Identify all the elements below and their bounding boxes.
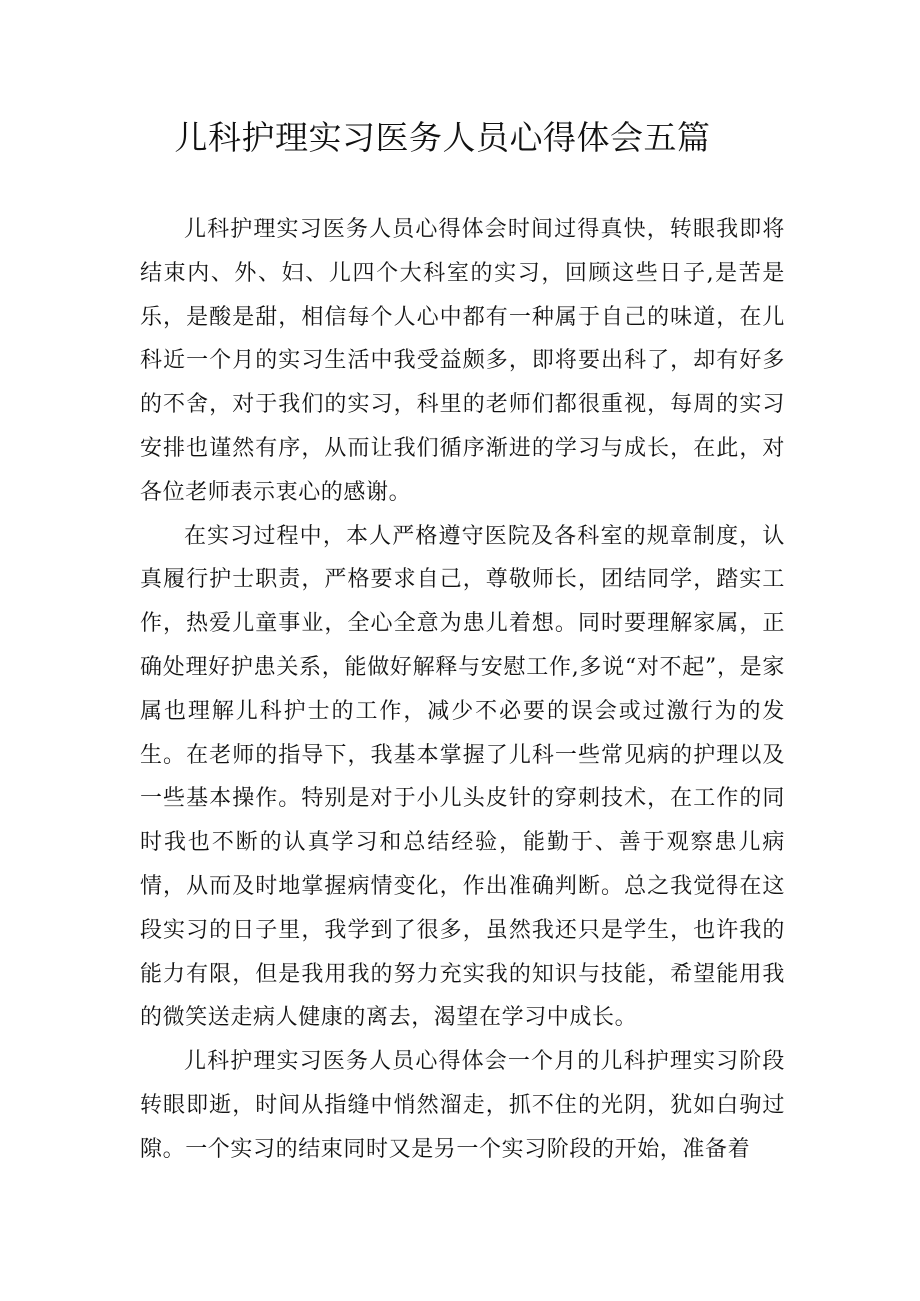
paragraph: 儿科护理实习医务人员心得体会时间过得真快，转眼我即将结束内、外、妇、儿四个大科室的实习，回顾这些日子,是苦是乐，是酸是甜，相信每个人心中都有一种属于自己的味道，在儿科近一个月的实习生活中我受益颇多，即将要出科了，却有好多的不舍，对于我们的实习，科里的老师们都很重视，每周的实习安排也谨然有序，从而让我们循序渐进的学习与成长，在此，对各位老师表示衷心的感谢。 <box>140 217 785 505</box>
paragraph: 儿科护理实习医务人员心得体会一个月的儿科护理实习阶段转眼即逝，时间从指缝中悄然溜走，抓不住的光阴，犹如白驹过隙。一个实习的结束同时又是另一个实习阶段的开始，准备着 <box>140 1049 785 1162</box>
document-title: 儿科护理实习医务人员心得体会五篇 <box>174 118 711 157</box>
document-body <box>140 208 785 1172</box>
paragraph: 在实习过程中，本人严格遵守医院及各科室的规章制度，认真履行护士职责，严格要求自己，尊敬师长，团结同学，踏实工作，热爱儿童事业，全心全意为患儿着想。同时要理解家属，正确处理好护患关系，能做好解释与安慰工作,多说“对不起”，是家属也理解儿科护士的工作，减少不必要的误会或过激行为的发生。在老师的指导下，我基本掌握了儿科一些常见病的护理以及一些基本操作。特别是对于小儿头皮针的穿刺技术，在工作的同时我也不断的认真学习和总结经验，能勤于、善于观察患儿病情，从而及时地掌握病情变化，作出准确判断。总之我觉得在这段实习的日子里，我学到了很多，虽然我还只是学生，也许我的能力有限，但是我用我的努力充实我的知识与技能，希望能用我的微笑送走病人健康的离去，渴望在学习中成长。 <box>140 523 785 1031</box>
